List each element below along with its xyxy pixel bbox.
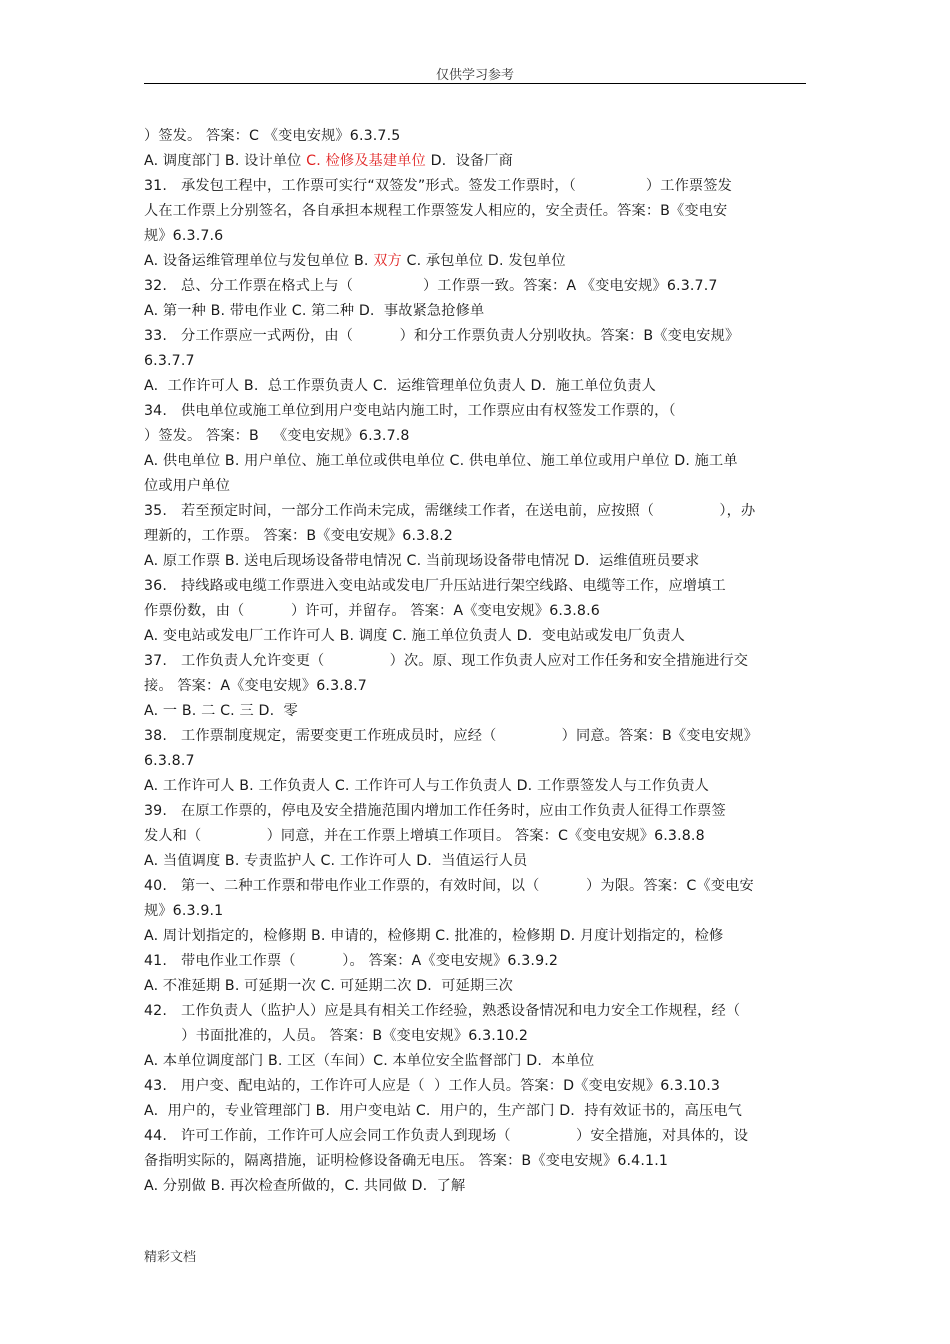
text-line: 33. 分工作票应一式两份，由（ ）和分工作票负责人分别收执。答案：B《变电安规》 [144,328,740,344]
text-line: 作票份数，由（ ）许可，并留存。 答案：A《变电安规》6.3.8.6 [144,603,600,619]
text-line: A. 第一种 B. 带电作业 C. 第二种 D. 事故紧急抢修单 [144,303,485,319]
text-line: 接。 答案：A《变电安规》6.3.8.7 [144,678,367,694]
text-line: 37. 工作负责人允许变更（ ）次。原、现工作负责人应对工作任务和安全措施进行交 [144,653,749,669]
highlighted-answer: 双方 [373,253,402,269]
text-line: 31. 承发包工程中，工作票可实行“双签发”形式。签发工作票时，（ ）工作票签发 [144,178,732,194]
line-text: A. 调度部门 B. 设计单位 [144,153,307,169]
text-line: ）签发。 答案：C 《变电安规》6.3.7.5 [144,128,401,144]
text-line: 43. 用户变、配电站的，工作许可人应是（ ）工作人员。答案：D《变电安规》6.3.10.3 [144,1078,721,1094]
text-line: 备指明实际的，隔离措施，证明检修设备确无电压。 答案：B《变电安规》6.4.1.1 [144,1153,669,1169]
text-line: 理新的，工作票。 答案：B《变电安规》6.3.8.2 [144,528,453,544]
header-divider [144,83,806,84]
text-line: A. 供电单位 B. 用户单位、施工单位或供电单位 C. 供电单位、施工单位或用户单位 D. 施工单 [144,453,738,469]
text-line: 41. 带电作业工作票（ ）。 答案：A《变电安规》6.3.9.2 [144,953,559,969]
text-line: ）书面批准的，人员。 答案：B《变电安规》6.3.10.2 [144,1028,529,1044]
text-line [144,149,809,174]
text-line: A. 工作许可人 B. 工作负责人 C. 工作许可人与工作负责人 D. 工作票签发人与工作负责人 [144,778,710,794]
text-line: A. 变电站或发电厂工作许可人 B. 调度 C. 施工单位负责人 D. 变电站或发电厂负责人 [144,628,686,644]
text-line: 发人和（ ）同意，并在工作票上增填工作项目。 答案：C《变电安规》6.3.8.8 [144,828,705,844]
text-line: 42. 工作负责人（监护人）应是具有相关工作经验，熟悉设备情况和电力安全工作规程，经（ [144,1003,741,1019]
text-line: A. 一 B. 二 C. 三 D. 零 [144,703,298,719]
text-line: 6.3.8.7 [144,753,195,769]
text-line: ）签发。 答案：B 《变电安规》6.3.7.8 [144,428,410,444]
text-line: 规》6.3.9.1 [144,903,224,919]
text-line: A. 原工作票 B. 送电后现场设备带电情况 C. 当前现场设备带电情况 D. 运维值班员要求 [144,553,700,569]
highlighted-answer: C. 检修及基建单位 [306,153,426,169]
text-line: 人在工作票上分别签名，各自承担本规程工作票签发人相应的，安全责任。答案：B《变电安 [144,203,728,219]
text-line: A. 分别做 B. 再次检查所做的，C. 共同做 D. 了解 [144,1178,466,1194]
text-line: 位或用户单位 [144,478,231,494]
text-line: 6.3.7.7 [144,353,195,369]
page-header: 仅供学习参考 [435,68,514,83]
text-line: 38. 工作票制度规定，需要变更工作班成员时，应经（ ）同意。答案：B《变电安规》 [144,728,758,744]
page-footer: 精彩文档 [144,1250,197,1265]
text-line: A. 工作许可人 B. 总工作票负责人 C. 运维管理单位负责人 D. 施工单位负责人 [144,378,656,394]
text-line: 40. 第一、二种工作票和带电作业工作票的，有效时间，以（ ）为限。答案：C《变电安 [144,878,754,894]
document-body [144,124,809,1199]
text-line [144,249,809,274]
line-text: A. 设备运维管理单位与发包单位 B. [144,253,374,269]
text-line: A. 不准延期 B. 可延期一次 C. 可延期二次 D. 可延期三次 [144,978,513,994]
text-line: 39. 在原工作票的，停电及安全措施范围内增加工作任务时，应由工作负责人征得工作票签 [144,803,726,819]
text-line: A. 周计划指定的，检修期 B. 申请的，检修期 C. 批准的，检修期 D. 月度计划指定的，检修 [144,928,724,944]
text-line: 44. 许可工作前，工作许可人应会同工作负责人到现场（ ）安全措施，对具体的，设 [144,1128,749,1144]
text-line: A. 当值调度 B. 专责监护人 C. 工作许可人 D. 当值运行人员 [144,853,528,869]
text-line: A. 用户的，专业管理部门 B. 用户变电站 C. 用户的，生产部门 D. 持有效证书的，高压电气 [144,1103,742,1119]
text-line: 35. 若至预定时间，一部分工作尚未完成，需继续工作者，在送电前，应按照（ ），办 [144,503,756,519]
text-line: 规》6.3.7.6 [144,228,224,244]
line-text: D. 设备厂商 [425,153,513,169]
text-line: 36. 持线路或电缆工作票进入变电站或发电厂升压站进行架空线路、电缆等工作，应增填工 [144,578,726,594]
line-text: C. 承包单位 D. 发包单位 [401,253,566,269]
text-line: A. 本单位调度部门 B. 工区（车间）C. 本单位安全监督部门 D. 本单位 [144,1053,595,1069]
text-line: 32. 总、分工作票在格式上与（ ）工作票一致。答案：A 《变电安规》6.3.7.7 [144,278,718,294]
text-line: 34. 供电单位或施工单位到用户变电站内施工时，工作票应由有权签发工作票的，（ [144,403,676,419]
